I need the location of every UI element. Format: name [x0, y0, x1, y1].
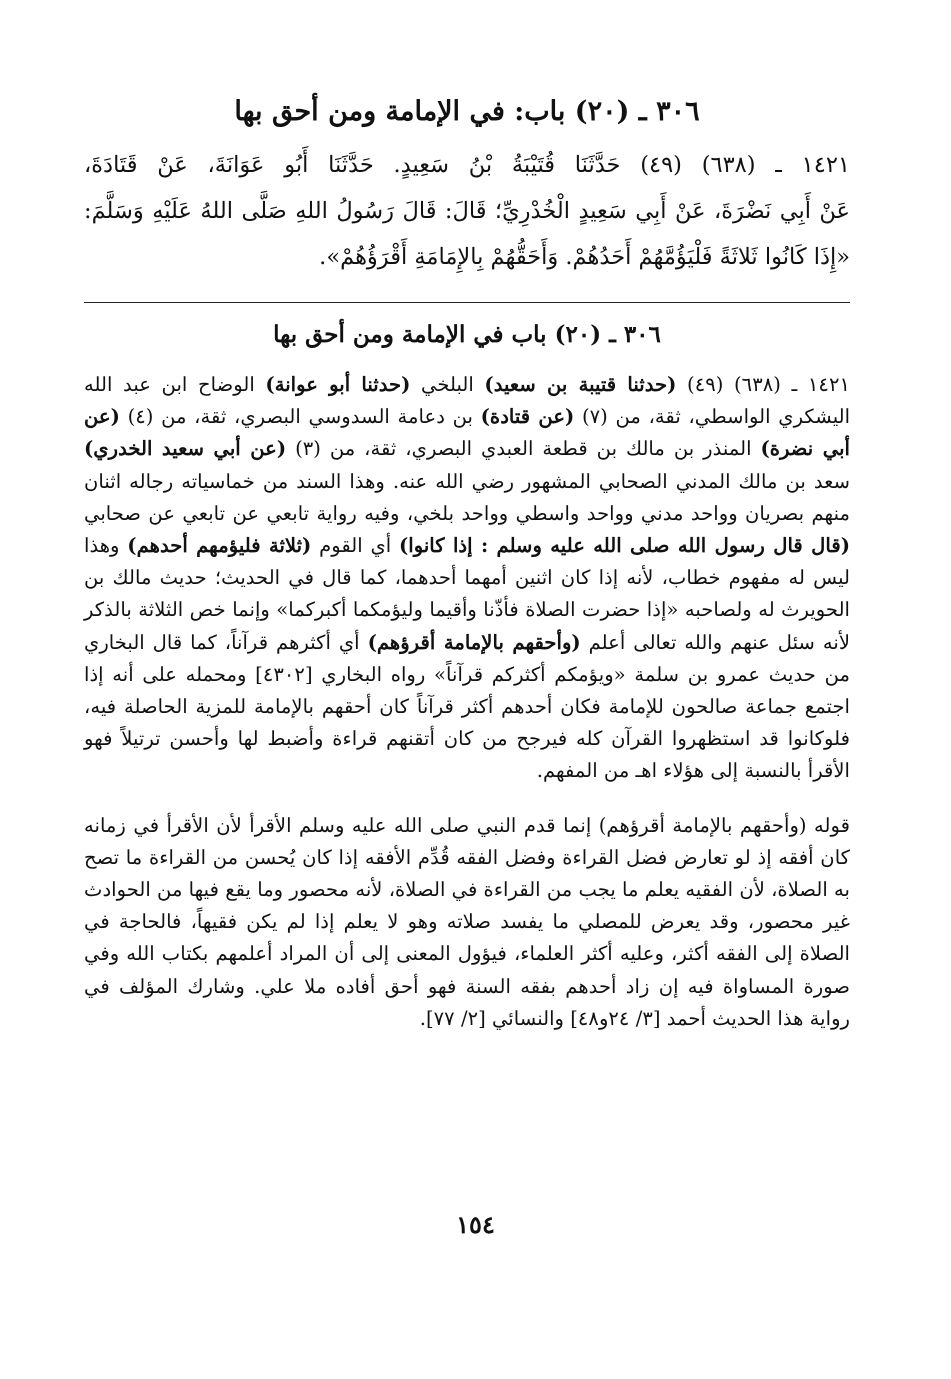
commentary-text: أي القوم — [311, 534, 400, 558]
page-number: ١٥٤ — [456, 1210, 495, 1239]
commentary-paragraph-2: قوله (وأحقهم بالإمامة أقرؤهم) إنما قدم النبي صلى الله عليه وسلم الأقرأ لأن الأقرأ في زمانه كان أفقه إذ لو تعارض فضل القراءة وفضل الفقه قُدِّم الأفقه إذا كان يُحسن من القراءة ما تصح به الصلاة، لأن الفقيه يعلم ما يجب من القراءة في الصلاة، لأنه محصور وما يقع فيها من الحوادث غير محصور، وقد يعرض للمصلي ما يفسد صلاته وهو لا يعلم إذا لم يكن فقيهاً، فالحاجة في الصلاة إلى الفقه أكثر، وعليه أكثر العلماء، فيؤول المعنى إلى أن المراد أعلمهم بكتاب الله وفي صورة المساواة فيه إن زاد أحدهم بفقه السنة فهو أحق أفاده ملا علي. وشارك المؤلف في رواية هذا الحديث أحمد [٣/ ٢٤و٤٨] والنسائي [٢/ ٧٧]. — [84, 813, 850, 1030]
chapter-title: ٣٠٦ ـ (٢٠) باب: في الإمامة ومن أحق بها — [234, 96, 700, 127]
quoted-hadith-phrase: (ثلاثة فليؤمهم أحدهم) — [127, 534, 312, 558]
quoted-hadith-phrase: (وأحقهم بالإمامة أقرؤهم) — [367, 630, 581, 654]
commentary-text: ١٤٢١ ـ (٦٣٨) (٤٩) — [676, 373, 850, 396]
quoted-hadith-phrase: (حدثنا أبو عوانة) — [265, 373, 411, 396]
quoted-hadith-phrase: (عن أبي سعيد الخدري) — [84, 437, 287, 461]
hadith-line: «إِذَا كَانُوا ثَلاثَةً فَلْيَؤُمَّهُمْ أَحَدُهُمْ. وَأَحَقُّهُمْ بِالإِمَامَةِ أَقْرَؤُهُمْ». — [319, 244, 850, 270]
book-page — [84, 92, 850, 1352]
hadith-text — [84, 142, 850, 280]
quoted-hadith-phrase: (عن قتادة) — [480, 405, 575, 429]
commentary-text: بن دعامة السدوسي البصري، ثقة، من (٤) — [119, 405, 481, 429]
commentary-text: وهذا ليس له مفهوم خطاب، لأنه إذا كان اثنين أمهما أحدهما، كما قال في الحديث؛ حديث مالك بن الحويرث له ولصاحبه «إذا حضرت الصلاة فأذّنا وأقيما وليؤمكما أكبركما» وإنما خص الثلاثة بالذكر لأنه سئل عنهم والله تعالى أعلم — [84, 534, 850, 654]
quoted-hadith-phrase: (قال قال رسول الله صلى الله عليه وسلم : إذا كانوا) — [399, 534, 850, 558]
hadith-line: ١٤٢١ ـ (٦٣٨) (٤٩) حَدَّثَنَا قُتَيْبَةُ بْنُ سَعِيدٍ. حَدَّثَنَا أَبُو عَوَانَةَ، عَنْ قَتَادَةَ، — [84, 152, 850, 178]
hadith-line: عَنْ أَبِي نَضْرَةَ، عَنْ أَبِي سَعِيدٍ الْخُدْرِيِّ؛ قَالَ: قَالَ رَسُولُ اللهِ صَلَّى اللهُ عَلَيْهِ وَسَلَّمَ: — [84, 198, 850, 224]
quoted-hadith-phrase: (حدثنا قتيبة بن سعيد) — [484, 373, 677, 396]
quoted-hadith-phrase: (عن أبي نضرة) — [84, 405, 850, 461]
commentary-text: البلخي — [410, 373, 485, 396]
commentary-paragraph-1 — [84, 369, 850, 788]
commentary-text: سعد بن مالك المدني الصحابي المشهور رضي الله عنه. وهذا السند من خماسياته رجاله اثنان منهم بصريان وواحد مدني وواحد واسطي وواحد بلخي، وفيه رواية تابعي عن تابعي عن صحابي — [84, 469, 850, 525]
section-divider — [84, 302, 850, 303]
commentary-text: المنذر بن مالك بن قطعة العبدي البصري، ثقة، من (٣) — [286, 437, 761, 461]
commentary-title: ٣٠٦ ـ (٢٠) باب في الإمامة ومن أحق بها — [273, 321, 661, 348]
commentary-text: الوضاح ابن عبد الله اليشكري الواسطي، ثقة، من (٧) — [84, 373, 851, 429]
commentary-text: أي أكثرهم قرآناً، كما قال البخاري من حديث عمرو بن سلمة «ويؤمكم أكثركم قرآناً» رواه البخاري [٤٣٠٢] ومحمله على أنه إذا اجتمع جماعة صالحون للإمامة فكان أحدهم أكثر قرآناً كان أحقهم بالإمامة للمزية الحاصلة فيه، فلوكانوا قد استظهروا القرآن كله فيرجح من كان أتقنهم قراءة وأضبط لها وأحسن ترتيلاً فهو الأقرأ بالنسبة إلى هؤلاء اهـ من المفهم. — [84, 630, 850, 783]
